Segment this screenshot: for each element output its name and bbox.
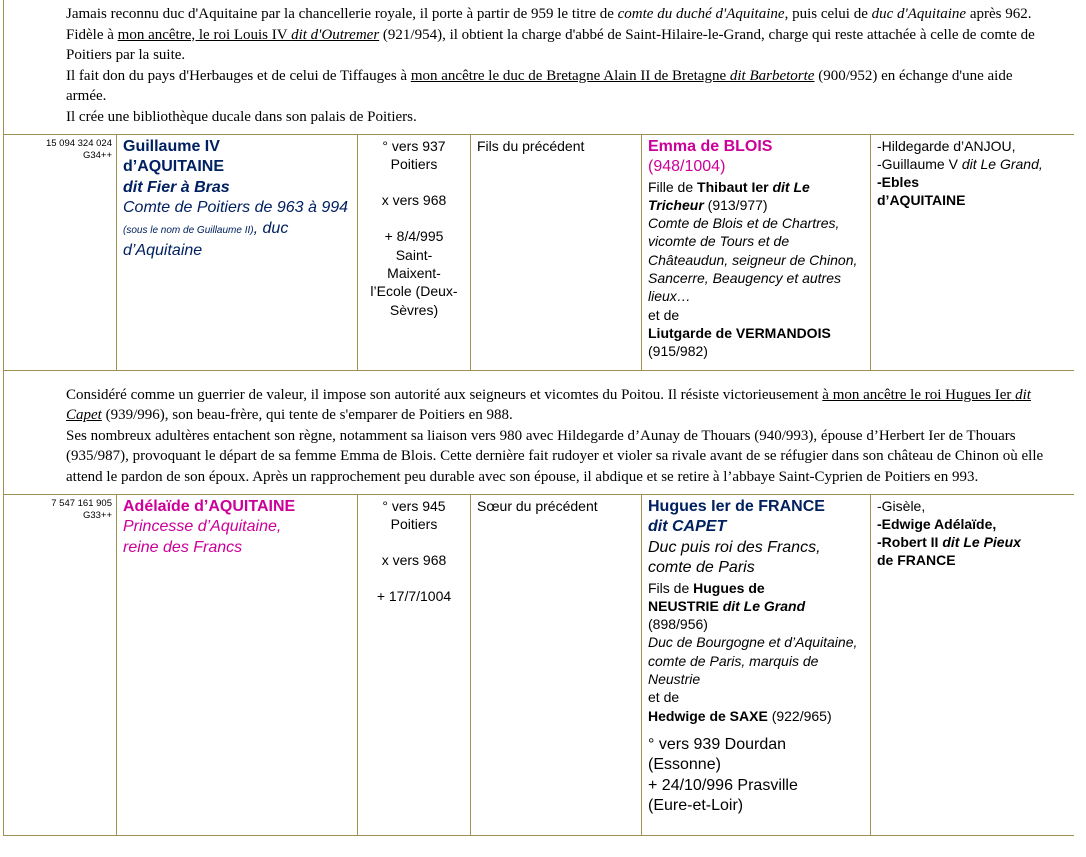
relation-text: Sœur du précédent xyxy=(477,497,598,514)
person-titles: Princesse d’Aquitaine, xyxy=(123,518,282,536)
spouse-mother: Liutgarde de VERMANDOIS xyxy=(648,324,831,341)
birth-place: Poitiers xyxy=(390,515,438,532)
text: après 962. Fidèle à xyxy=(66,6,1032,43)
spouse-death: + 24/10/996 Prasville xyxy=(648,776,798,794)
death-date: + 17/7/1004 xyxy=(376,588,452,605)
person-titles: reine des Francs xyxy=(123,538,243,556)
narrative-guillaume-iv xyxy=(4,371,1074,495)
death-place: Sèvres) xyxy=(389,301,439,318)
relation-text: Fils du précédent xyxy=(477,137,585,154)
person-row-adelaide xyxy=(4,495,1074,836)
children-cell xyxy=(871,135,1074,370)
spouse-name: Hugues Ier de FRANCE xyxy=(648,497,825,515)
sosa-number: 7 547 161 905 xyxy=(51,497,112,509)
spouse-name: Emma de BLOIS xyxy=(648,137,773,155)
spouse-mother-dates: (915/982) xyxy=(648,343,708,360)
birth-date: ° vers 945 xyxy=(382,497,446,514)
child-item: -Guillaume V dit Le Grand, xyxy=(877,155,1043,172)
person-titles: Comte de Poitiers de 963 à 994 (sous le nom de Guillaume II), duc d’Aquitaine xyxy=(123,199,349,260)
child-item-ancestor: -Robert II dit Le Pieux xyxy=(877,534,1021,551)
spouse-dates: (948/1004) xyxy=(648,158,726,176)
death-place: Maixent- xyxy=(387,265,441,282)
spouse-death-place: (Eure-et-Loir) xyxy=(648,797,744,815)
spouse-birth: ° vers 939 Dourdan xyxy=(648,735,787,753)
text: et de xyxy=(648,689,680,706)
person-cell xyxy=(117,135,358,370)
spouse-father-titles: Comte de Blois et de Chartres, vicomte de Tours et de Châteaudun, seigneur de Chinon, Sancerre, Beaugency et autres lieux… xyxy=(648,215,858,305)
person-name: Adélaïde d’AQUITAINE xyxy=(123,497,296,515)
person-row-guillaume-iv xyxy=(4,135,1074,371)
text: (921/954), il obtient la charge d'abbé de Saint-Hilaire-le-Grand, charge qui reste attachée à celle de comte de Poitiers par la suite. xyxy=(66,26,1035,64)
ancestor-link: mon ancêtre le duc de Bretagne Alain II de Bretagne dit Barbetorte xyxy=(410,67,815,84)
text: , puis celui de xyxy=(784,6,872,22)
person-name: Guillaume IV xyxy=(123,137,220,155)
spouse-father: Fils de Hugues de xyxy=(648,579,765,596)
person-cell xyxy=(117,495,358,835)
person-nickname: dit Fier à Bras xyxy=(123,178,230,196)
birth-date: ° vers 937 xyxy=(382,137,446,154)
death-place: Saint- xyxy=(395,246,433,263)
text: (900/952) en échange d'une aide armée. xyxy=(66,67,1013,105)
spouse-father-dates: (898/956) xyxy=(648,616,708,633)
generation-code: G34++ xyxy=(82,149,112,161)
spouse-titles: comte de Paris xyxy=(648,559,755,577)
text: Il fait don du pays d'Herbauges et de celui de Tiffauges à xyxy=(66,67,411,84)
text: Considéré comme un guerrier de valeur, il impose son autorité aux seigneurs et vicomtes du Poitou. Il résiste victorieusement xyxy=(66,386,823,403)
ancestor-link: mon ancêtre, le roi Louis IV dit d'Outremer xyxy=(117,26,380,43)
spouse-father: NEUSTRIE dit Le Grand xyxy=(648,597,806,614)
text: et de xyxy=(648,306,680,323)
child-item: -Hildegarde d’ANJOU, xyxy=(877,137,1016,154)
sosa-number: 15 094 324 024 xyxy=(45,137,112,149)
spouse-cell xyxy=(642,135,871,370)
spouse-mother: Hedwige de SAXE (922/965) xyxy=(648,707,832,724)
text: comte du duché d'Aquitaine xyxy=(617,6,785,22)
text: Jamais reconnu duc d'Aquitaine par la chancellerie royale, il porte à partir de 959 le titre de xyxy=(66,6,618,22)
person-surname: d’AQUITAINE xyxy=(123,158,225,176)
dates-cell xyxy=(358,495,471,835)
sosa-number-cell xyxy=(4,495,117,835)
children-cell xyxy=(871,495,1074,835)
birth-place: Poitiers xyxy=(390,155,438,172)
spouse-nickname: dit CAPET xyxy=(648,518,727,536)
generation-code: G33++ xyxy=(82,509,112,521)
narrative-paragraph xyxy=(66,4,1045,66)
spouse-birth-place: (Essonne) xyxy=(648,756,721,774)
relation-cell xyxy=(471,135,642,370)
dates-cell xyxy=(358,135,471,370)
death-place: l’Ecole (Deux- xyxy=(370,283,458,300)
genealogy-page xyxy=(3,0,1074,857)
spouse-father-titles: Duc de Bourgogne et d’Aquitaine, comte de Paris, marquis de Neustrie xyxy=(648,634,858,688)
child-item-ancestor: -Ebles xyxy=(877,174,920,191)
text: (939/996), son beau-frère, qui tente de s'emparer de Poitiers en 988. xyxy=(101,407,513,424)
death-date: + 8/4/995 xyxy=(384,228,444,245)
text: duc d'Aquitaine xyxy=(871,6,967,22)
narrative-paragraph xyxy=(66,66,1045,107)
child-item-ancestor: de FRANCE xyxy=(877,552,956,569)
spouse-titles: Duc puis roi des Francs, xyxy=(648,538,821,556)
narrative-paragraph: Il crée une bibliothèque ducale dans son palais de Poitiers. xyxy=(66,108,417,125)
relation-cell xyxy=(471,495,642,835)
genealogy-table xyxy=(3,0,1074,836)
spouse-cell xyxy=(642,495,871,835)
child-item: -Gisèle, xyxy=(877,497,926,514)
narrative-guillaume-iii xyxy=(4,0,1074,135)
marriage-date: x vers 968 xyxy=(381,552,447,569)
spouse-father: Fille de Thibaut Ier dit Le Tricheur (913/977) xyxy=(648,178,810,213)
ancestor-link: à mon ancêtre le roi Hugues Ier dit Capet xyxy=(66,386,1031,424)
marriage-date: x vers 968 xyxy=(381,192,447,209)
narrative-paragraph xyxy=(66,385,1045,426)
child-item-ancestor: -Edwige Adélaïde, xyxy=(877,515,997,532)
child-item-ancestor: d’AQUITAINE xyxy=(877,192,966,209)
sosa-number-cell xyxy=(4,135,117,370)
narrative-paragraph: Ses nombreux adultères entachent son règne, notamment sa liaison vers 980 avec Hildegarde d’Aunay de Thouars (940/993), épouse d’Herbert Ier de Thouars (935/987), provoquant le départ de sa femme Emma de Blois. Cette dernière fait rudoyer et violer sa rivale avant de se réfugier dans son château de Chinon où elle attend le pardon de son époux. Après un rapprochement peu durable avec son épouse, il abdique et se retire à l’abbaye Saint-Cyprien de Poitiers en 993. xyxy=(66,427,1044,485)
